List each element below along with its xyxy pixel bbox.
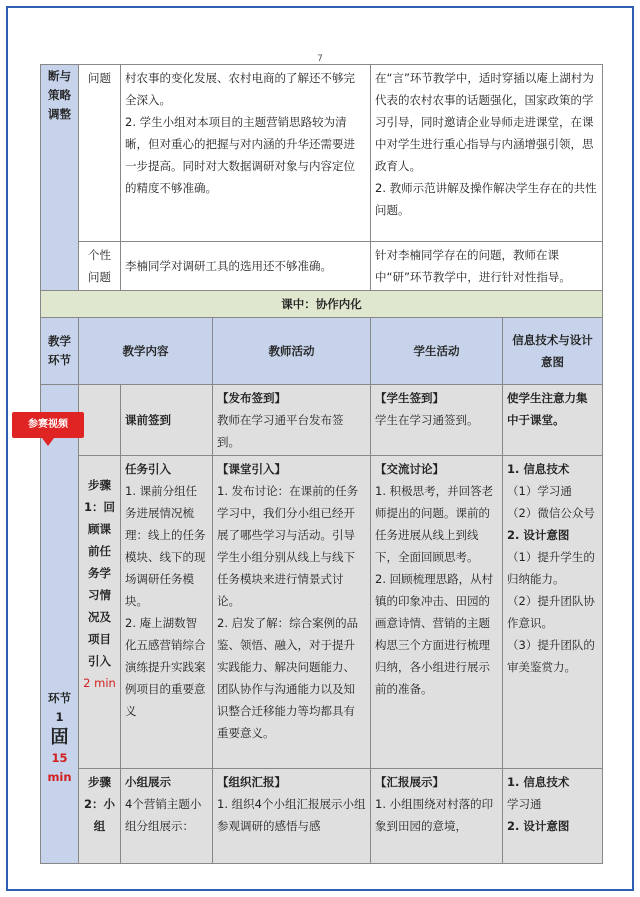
student-cell: [371, 385, 503, 456]
teacher-title: 【组织汇报】: [217, 775, 286, 789]
step-time: 2 min: [83, 676, 116, 690]
content-cell: [121, 769, 213, 864]
problem-line: 村农事的变化发展、农村电商的了解还不够完全深入。: [125, 71, 355, 107]
stage-time: 15 min: [47, 751, 72, 784]
side-label: 断与策略调整: [41, 65, 79, 291]
teacher-line: 1. 发布讨论：在课前的任务学习中，我们分小组已经开展了哪些学习与活动。引导学生小组分别从线上与线下任务模块来进行情景式讨论。: [217, 484, 359, 608]
student-cell: [371, 769, 503, 864]
it-line: （2）微信公众号: [507, 506, 595, 520]
header-teacher: 教师活动: [213, 318, 371, 385]
teacher-line: 2. 启发了解：综合案例的品鉴、领悟、融入，对于提升实践能力、解决问题能力、团队协作与沟通能力以及知识整合迁移能力等均都具有重要意义。: [217, 616, 359, 740]
step-label: 步骤1：回顾课前任务学习情况及项目引入: [83, 478, 115, 668]
table-row: [41, 769, 603, 864]
table-row: [41, 291, 603, 318]
lesson-plan-table: [40, 64, 603, 864]
row-label-individual: 个性问题: [79, 242, 121, 291]
strategy-line: 2. 教师示范讲解及操作解决学生存在的共性问题。: [375, 181, 597, 217]
table-row: [41, 385, 603, 456]
content-line: 2. 庵上湖数智化五感营销综合演练提升实践案例项目的重要意义: [125, 616, 206, 718]
header-content: 教学内容: [79, 318, 213, 385]
content-line: 1. 课前分组任务进展情况梳理：线上的任务模块、线下的现场调研任务模块。: [125, 484, 206, 608]
student-line: 学生在学习通签到。: [375, 413, 479, 427]
table-row: [41, 242, 603, 291]
it-line: 1. 信息技术: [507, 775, 570, 789]
step-cell: 步骤2：小组: [79, 769, 121, 864]
problem-line: 2. 学生小组对本项目的主题营销思路较为清晰，但对重心的把握与对内涵的升华还需要进一步提高。同时对大数据调研对象与内容定位的精度不够准确。: [125, 115, 355, 195]
content-title: 课前签到: [121, 385, 213, 456]
student-title: 【汇报展示】: [375, 775, 444, 789]
it-line: （1）学习通: [507, 484, 572, 498]
strategy-line: 在“言”环节教学中，适时穿插以庵上湖村为代表的农村农事的话题强化，国家政策的学习引导，同时邀请企业导师走进课堂，在课中对学生进行重心指导与内涵增强引领，思政育人。: [375, 71, 594, 173]
strategy-cell: [371, 65, 603, 242]
content-line: 4个营销主题小组分组展示：: [125, 797, 202, 833]
stage-char: 固: [50, 727, 69, 748]
video-stamp: 参赛视频: [12, 412, 84, 438]
it-cell: [503, 456, 603, 769]
section-title: 课中：协作内化: [41, 291, 603, 318]
header-student: 学生活动: [371, 318, 503, 385]
stage-prefix: 环节1: [48, 691, 71, 724]
problem-cell: [121, 65, 371, 242]
strategy-cell: 针对李楠同学存在的问题，教师在课中“研”环节教学中，进行针对性指导。: [371, 242, 603, 291]
table-header-row: [41, 318, 603, 385]
content-title: 任务引入: [125, 462, 171, 476]
teacher-cell: [213, 769, 371, 864]
it-cell: [503, 769, 603, 864]
student-line: 2. 回顾梳理思路，从村镇的印象冲击、田园的画意诗情、营销的主题构思三个方面进行梳理归纳，各小组进行展示前的准备。: [375, 572, 494, 696]
student-line: 1. 小组围绕对村落的印象到田园的意境，: [375, 797, 494, 833]
it-line: （1）提升学生的归纳能力。: [507, 550, 595, 586]
step-cell: [79, 456, 121, 769]
table-row: [41, 456, 603, 769]
teacher-cell: [213, 385, 371, 456]
step-cell: [79, 385, 121, 456]
header-stage: 教学环节: [41, 318, 79, 385]
stage-label: [41, 385, 79, 864]
it-line: 1. 信息技术: [507, 462, 570, 476]
student-title: 【学生签到】: [375, 391, 444, 405]
student-cell: [371, 456, 503, 769]
student-title: 【交流讨论】: [375, 462, 444, 476]
it-cell: 使学生注意力集中于课堂。: [503, 385, 603, 456]
content-title: 小组展示: [125, 775, 171, 789]
teacher-cell: [213, 456, 371, 769]
it-line: 2. 设计意图: [507, 819, 570, 833]
student-line: 1. 积极思考，并回答老师提出的问题。课前的任务进展从线上到线下，全面回顾思考。: [375, 484, 494, 564]
table-row: [41, 65, 603, 242]
teacher-line: 教师在学习通平台发布签到。: [217, 413, 344, 449]
it-line: 学习通: [507, 797, 542, 811]
header-it: 信息技术与设计意图: [503, 318, 603, 385]
it-line: （2）提升团队协作意识。: [507, 594, 595, 630]
teacher-title: 【课堂引入】: [217, 462, 286, 476]
row-label-problem: 问题: [79, 65, 121, 242]
teacher-title: 【发布签到】: [217, 391, 286, 405]
page-number: 7: [317, 54, 323, 64]
it-line: （3）提升团队的审美鉴赏力。: [507, 638, 595, 674]
problem-cell: 李楠同学对调研工具的选用还不够准确。: [121, 242, 371, 291]
it-line: 2. 设计意图: [507, 528, 570, 542]
teacher-line: 1. 组织4个小组汇报展示小组参观调研的感悟与感: [217, 797, 366, 833]
content-cell: [121, 456, 213, 769]
